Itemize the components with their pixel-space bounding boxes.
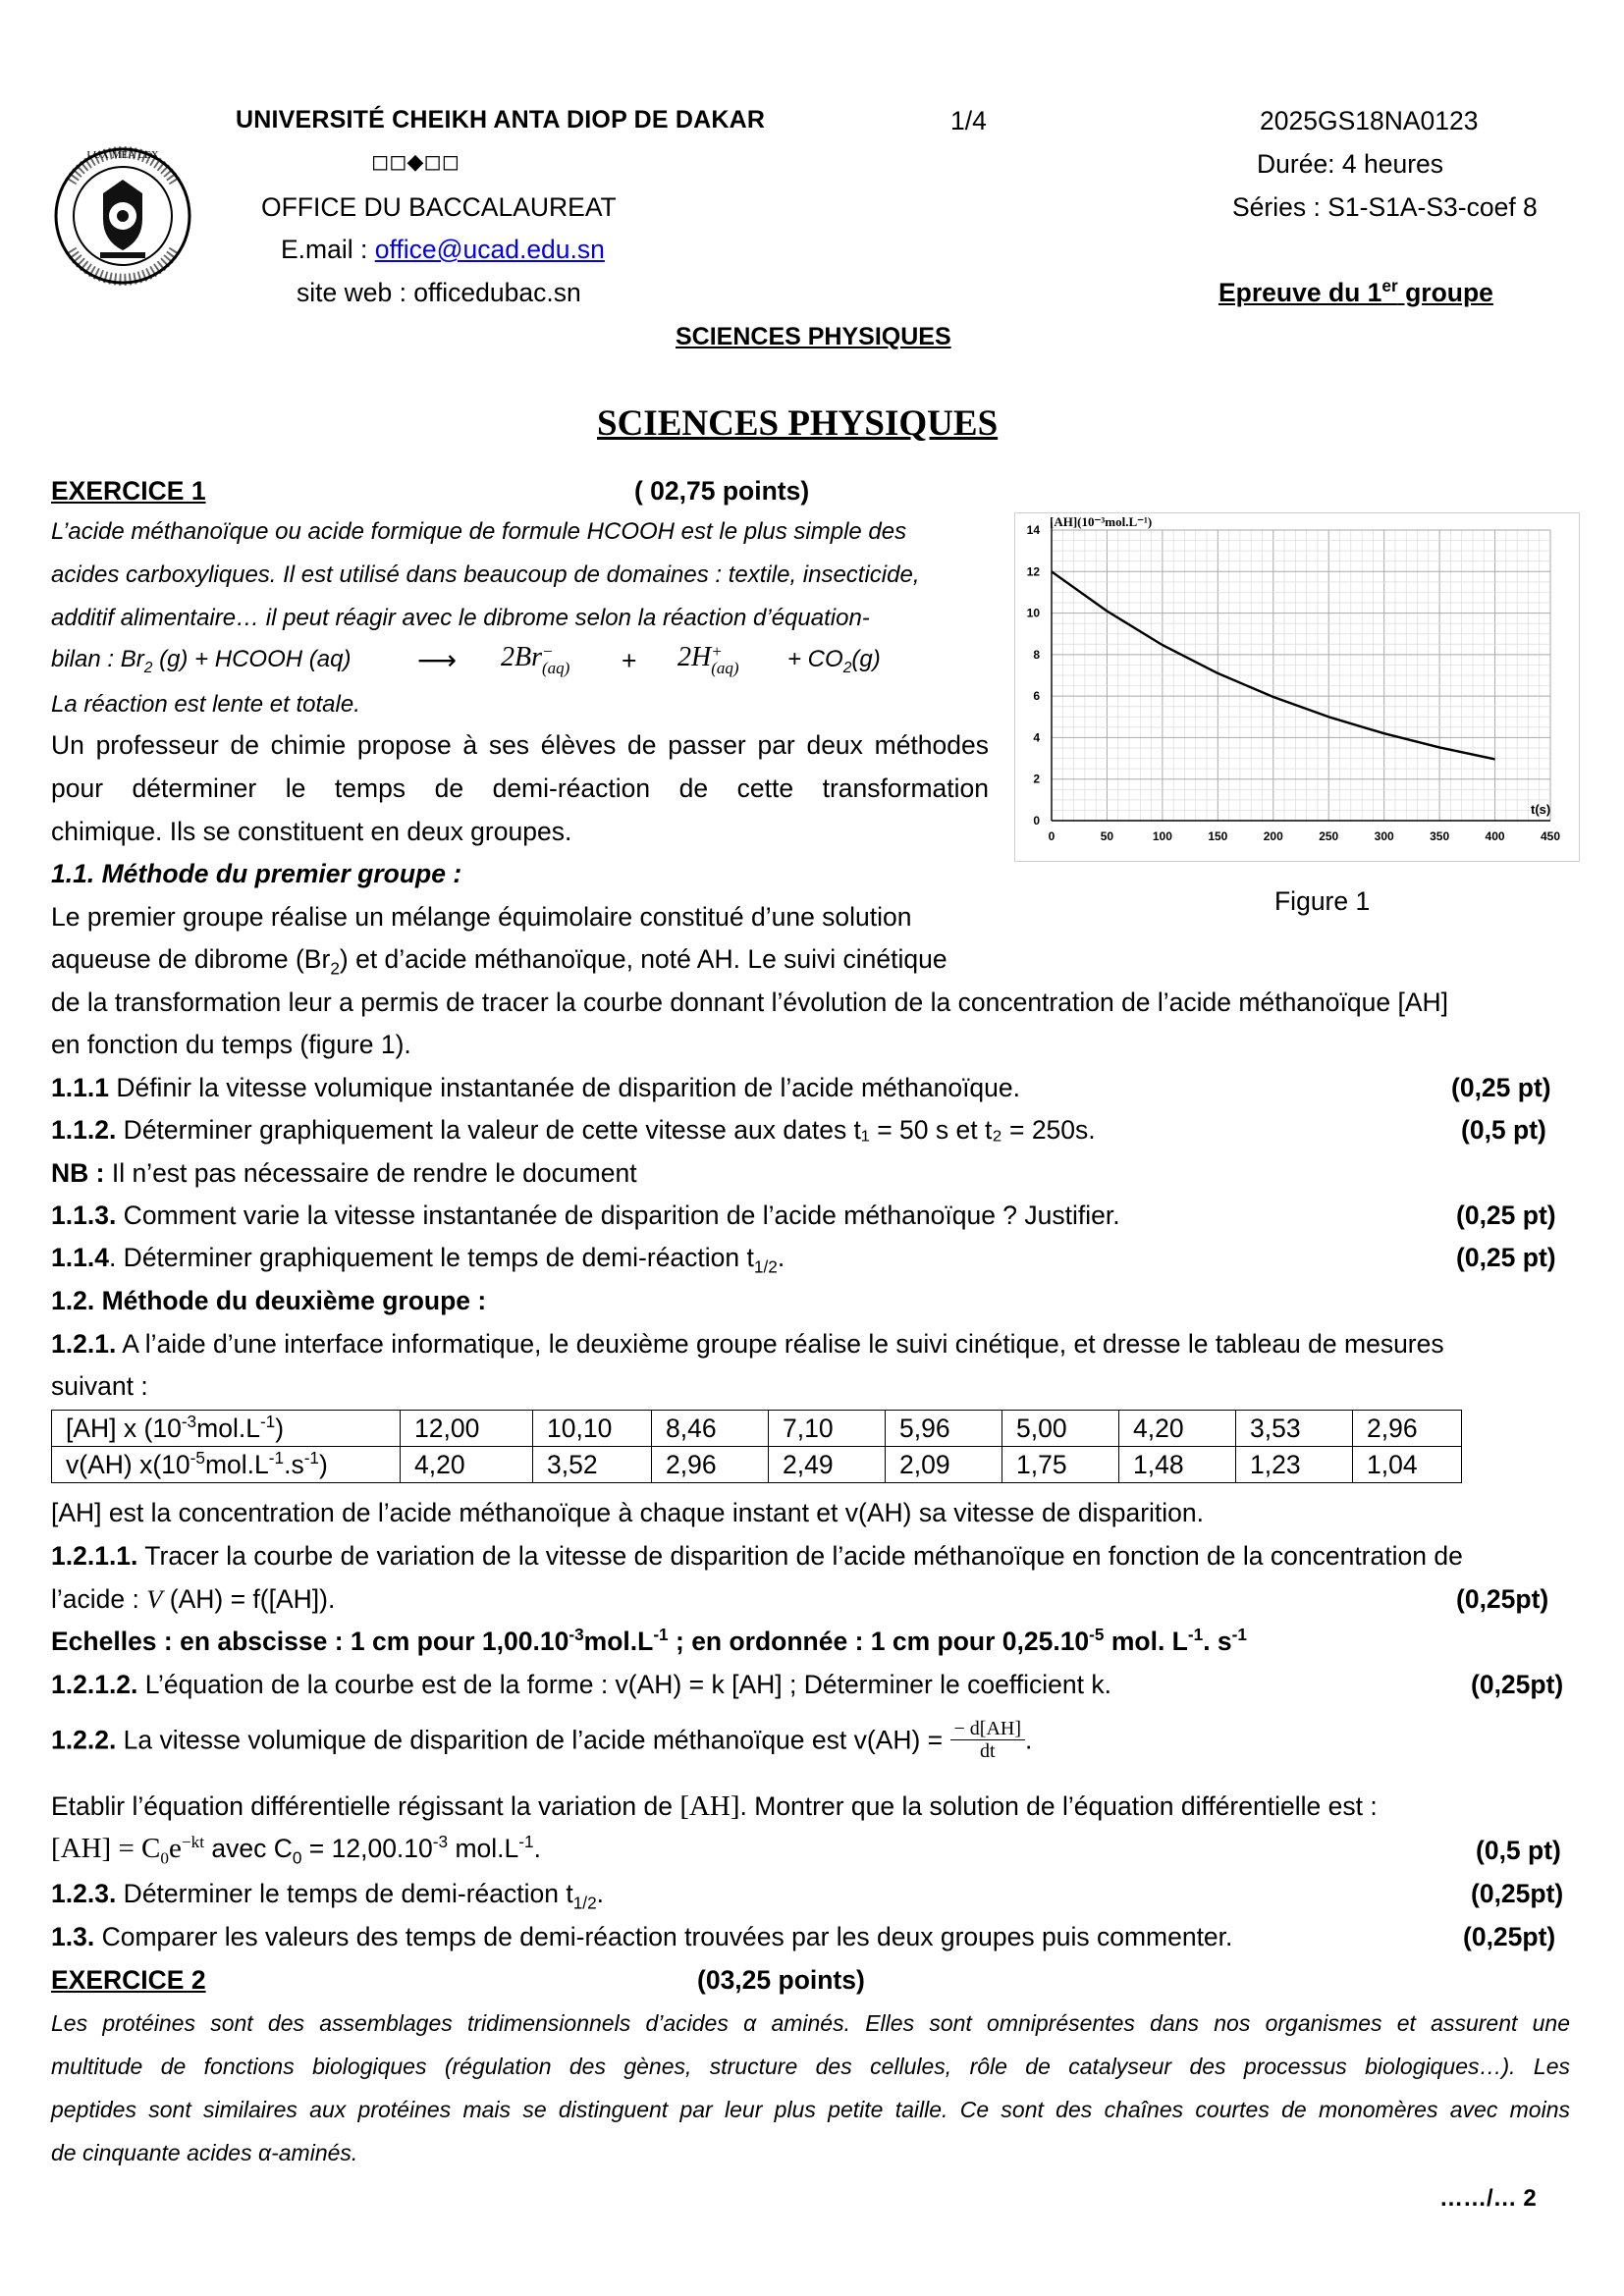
q1212-points: (0,25pt)	[1471, 1670, 1564, 1699]
y-tick-label: 6	[1033, 689, 1040, 704]
q121-number: 1.2.1.	[51, 1329, 117, 1359]
co2-state: (g)	[851, 646, 881, 672]
scales-sup5: -1	[1231, 1625, 1247, 1645]
q123-sub: 1/2	[572, 1893, 597, 1913]
solution-lhs: [AH] = C	[51, 1833, 161, 1864]
q122-line2-b: [AH]	[679, 1790, 740, 1822]
chart-y-label: [AH](10⁻³mol.L⁻¹)	[1050, 514, 1153, 529]
table-cell: 2,96	[1353, 1411, 1462, 1447]
q1212-text: L’équation de la courbe est de la forme : v(AH) = k [AH] ; Déterminer le coefficient k.	[137, 1670, 1111, 1699]
solution-sup2: -3	[432, 1832, 449, 1852]
method1-line2-b: ) et d’acide méthanoïque, noté AH. Le suivi cinétique	[339, 944, 947, 974]
table-cell: 10,10	[533, 1411, 652, 1447]
speed-header-b: mol.L	[204, 1449, 269, 1479]
table-cell: 3,53	[1236, 1411, 1353, 1447]
scales-sup4: -1	[1187, 1625, 1204, 1645]
q112-number: 1.1.2.	[51, 1115, 117, 1145]
q1211-number: 1.2.1.1.	[51, 1541, 138, 1571]
question-1-2-2-line2	[51, 1790, 1378, 1823]
scales-sup3: -5	[1089, 1625, 1105, 1645]
question-1-2-2	[51, 1718, 1032, 1762]
bromide-state: (aq)	[542, 658, 570, 677]
exercise2-points: (03,25 points)	[697, 1965, 865, 1995]
table-cell: 2,96	[652, 1447, 769, 1483]
q112-points: (0,5 pt)	[1461, 1115, 1546, 1145]
note-text: Il n’est pas nécessaire de rendre le document	[104, 1158, 637, 1188]
q121-text: A l’aide d’une interface informatique, le deuxième groupe réalise le suivi cinétique, et dresse le tableau de mesures	[116, 1329, 1444, 1359]
exercise1-title: EXERCICE 1	[51, 476, 206, 506]
email-label: E.mail :	[281, 235, 368, 264]
next-page-indicator: ……/… 2	[1439, 2185, 1537, 2212]
q113-points: (0,25 pt)	[1456, 1201, 1556, 1230]
question-1-2-1	[51, 1329, 1444, 1360]
q1211-line2-b: (AH) = f([AH]).	[162, 1584, 336, 1614]
question-1-2-3	[51, 1879, 605, 1913]
q122-number: 1.2.2.	[51, 1725, 117, 1755]
exam-group-text: Epreuve du 1	[1218, 278, 1382, 307]
question-1-2-2-line3	[51, 1832, 541, 1868]
x-tick-label: 50	[1100, 829, 1114, 843]
exam-group-text-end: groupe	[1397, 278, 1493, 307]
question-1-3	[51, 1922, 1232, 1952]
q13-text: Comparer les valeurs des temps de demi-réaction trouvées par les deux groupes puis commenter.	[94, 1922, 1233, 1951]
table-cell: 4,20	[1119, 1411, 1236, 1447]
solution-sup3: -1	[518, 1832, 534, 1852]
table-explanation: [AH] est la concentration de l’acide méthanoïque à chaque instant et v(AH) sa vitesse de disparition.	[51, 1498, 1205, 1527]
q13-points: (0,25pt)	[1463, 1922, 1556, 1951]
x-tick-label: 200	[1263, 829, 1283, 843]
website: site web : officedubac.sn	[297, 278, 581, 307]
q123-end: .	[596, 1879, 605, 1908]
table-cell: 5,96	[886, 1411, 1002, 1447]
q111-points: (0,25 pt)	[1451, 1073, 1551, 1102]
note-line	[51, 1158, 637, 1189]
solution-unit: mol.L	[448, 1834, 519, 1863]
table-cell: 1,04	[1353, 1447, 1462, 1483]
question-1-2-1-1	[51, 1541, 1463, 1572]
q114-sub: 1/2	[753, 1256, 778, 1277]
question-1-2-1-1-line2	[51, 1584, 335, 1615]
duration: Durée: 4 heures	[1257, 149, 1444, 179]
derivative-fraction	[950, 1718, 1026, 1762]
q122-text: La vitesse volumique de disparition de l’acide méthanoïque est v(AH) =	[116, 1725, 950, 1755]
university-name: UNIVERSITÉ CHEIKH ANTA DIOP DE DAKAR	[236, 106, 766, 133]
exercise2-line4: de cinquante acides α-aminés.	[51, 2140, 358, 2165]
bromide-symbol: 2Br	[501, 642, 542, 672]
scales-sup2: -1	[653, 1625, 669, 1645]
exercise2-line3: peptides sont similaires aux protéines mais se distinguent par leur plus petite taille. Ce sont des chaînes courtes de monomères avec moins	[51, 2097, 1570, 2122]
q122-end: .	[1025, 1725, 1033, 1755]
question-1-2-1-2	[51, 1670, 1111, 1700]
table-row	[52, 1447, 1462, 1483]
q122-line2-c: . Montrer que la solution de l’équation différentielle est :	[739, 1791, 1378, 1821]
y-tick-label: 8	[1033, 647, 1040, 662]
question-1-2-1-line2: suivant :	[51, 1371, 148, 1401]
concentration-header-sup1: -3	[181, 1411, 197, 1431]
speed-header-sup2: -1	[268, 1447, 285, 1468]
x-tick-label: 400	[1485, 829, 1505, 843]
q111-text: Définir la vitesse volumique instantanée de disparition de l’acide méthanoïque.	[108, 1073, 1021, 1102]
table-row-header-concentration	[52, 1411, 401, 1447]
q114-number: 1.1.4	[51, 1243, 109, 1272]
q113-text: Comment varie la vitesse instantanée de disparition de l’acide méthanoïque ? Justifier.	[116, 1201, 1120, 1230]
q113-number: 1.1.3.	[51, 1201, 117, 1230]
scales-sup1: -3	[568, 1625, 584, 1645]
x-tick-label: 250	[1319, 829, 1339, 843]
q123-points: (0,25pt)	[1471, 1879, 1564, 1908]
solution-exp: e	[169, 1833, 182, 1864]
solution-end: .	[533, 1834, 541, 1863]
paragraph1-line1: Un professeur de chimie propose à ses élèves de passer par deux méthodes	[51, 730, 989, 760]
solution-value: = 12,00.10	[301, 1834, 433, 1863]
scales-e: mol. L	[1104, 1627, 1188, 1656]
table-cell: 12,00	[401, 1411, 533, 1447]
solution-avec: avec C	[204, 1834, 293, 1863]
university-seal-icon	[49, 142, 196, 290]
logo-motto: LUX MEA LEX	[86, 149, 159, 161]
paragraph1-line2: pour déterminer le temps de demi-réaction de cette transformation	[51, 774, 989, 803]
concentration-header-b: mol.L	[196, 1413, 260, 1443]
method1-line3: de la transformation leur a permis de tracer la courbe donnant l’évolution de la concentration de l’acide méthanoïque [AH]	[51, 988, 1449, 1017]
q1211-points: (0,25pt)	[1456, 1584, 1549, 1614]
y-tick-label: 10	[1026, 606, 1040, 620]
table-cell: 4,20	[401, 1447, 533, 1483]
measurement-table	[51, 1410, 1462, 1483]
table-cell: 3,52	[533, 1447, 652, 1483]
q1211-line2-v: V	[146, 1584, 163, 1614]
exercise2-title: EXERCICE 2	[51, 1965, 206, 1995]
y-tick-label: 2	[1033, 772, 1040, 786]
method1-title: 1.1. Méthode du premier groupe :	[51, 859, 462, 888]
eq-plus: +	[622, 646, 637, 675]
email-link[interactable]: office@ucad.edu.sn	[374, 235, 605, 264]
figure1-caption: Figure 1	[1274, 886, 1371, 916]
table-cell: 8,46	[652, 1411, 769, 1447]
hydrogen-charge: +	[711, 641, 723, 661]
table-cell: 5,00	[1002, 1411, 1119, 1447]
q122-line2-a: Etablir l’équation différentielle régissant la variation de	[51, 1791, 680, 1821]
x-tick-label: 100	[1152, 829, 1172, 843]
speed-header-c: .s	[284, 1449, 304, 1479]
solution-exponent: −kt	[181, 1833, 204, 1852]
question-1-1-4	[51, 1243, 785, 1277]
office-name: OFFICE DU BACCALAUREAT	[261, 192, 617, 222]
scales-line	[51, 1627, 1247, 1657]
concentration-header-sup2: -1	[259, 1411, 276, 1431]
speed-header-a: v(AH) x(10	[66, 1449, 190, 1479]
speed-header-sup1: -5	[189, 1447, 205, 1468]
q114-text: . Déterminer graphiquement le temps de demi-réaction t	[108, 1243, 754, 1272]
bromide-charge: −	[542, 641, 554, 661]
bromide-ion	[501, 642, 569, 676]
paragraph1-line3: chimique. Ils se constituent en deux groupes.	[51, 817, 572, 846]
scales-d: ; en ordonnée : 1 cm pour 0,25.10	[668, 1627, 1090, 1656]
q1211-line2-a: l’acide :	[51, 1584, 147, 1614]
email-line	[281, 235, 605, 265]
eq-bilan: bilan : Br	[51, 646, 144, 672]
co2-symbol: + CO	[787, 646, 843, 672]
hydrogen-symbol: 2H	[677, 642, 712, 672]
method1-line2-sub: 2	[330, 958, 340, 979]
page-title: SCIENCES PHYSIQUES	[597, 403, 999, 444]
speed-header-sup3: -1	[303, 1447, 320, 1468]
x-tick-label: 450	[1540, 829, 1561, 843]
exercise1-points: ( 02,75 points)	[634, 476, 810, 506]
chart-x-label: t(s)	[1531, 802, 1551, 817]
intro-line-2: acides carboxyliques. Il est utilisé dans beaucoup de domaines : textile, insecticide,	[51, 561, 920, 588]
note-label: NB :	[51, 1158, 105, 1188]
table-row-header-speed	[52, 1447, 401, 1483]
method1-line1: Le premier groupe réalise un mélange équimolaire constitué d’une solution	[51, 902, 912, 932]
scales-b: : en abscisse : 1 cm pour 1,00.10	[156, 1627, 569, 1656]
q1212-number: 1.2.1.2.	[51, 1670, 138, 1699]
hydrogen-ion	[677, 642, 739, 676]
intro-line-1: L’acide méthanoïque ou acide formique de formule HCOOH est le plus simple des	[51, 518, 907, 545]
table-row	[52, 1411, 1462, 1447]
hydrogen-state: (aq)	[711, 658, 739, 677]
q111-number: 1.1.1	[51, 1073, 109, 1102]
eq-sub: 2	[143, 659, 153, 676]
q123-number: 1.2.3.	[51, 1879, 117, 1908]
q13-number: 1.3.	[51, 1922, 95, 1951]
eq-hcooh: (g) + HCOOH (aq)	[152, 646, 352, 672]
header-ornament: ◻◻◆◻◻	[371, 149, 460, 174]
q122-points: (0,5 pt)	[1476, 1836, 1561, 1865]
q114-points: (0,25 pt)	[1456, 1243, 1556, 1272]
slow-reaction: La réaction est lente et totale.	[51, 691, 360, 718]
series: Séries : S1-S1A-S3-coef 8	[1232, 192, 1538, 222]
q1211-text: Tracer la courbe de variation de la vitesse de disparition de l’acide méthanoïque en fonction de la concentration de	[137, 1541, 1463, 1571]
method2-title: 1.2. Méthode du deuxième groupe :	[51, 1286, 487, 1315]
table-cell: 1,48	[1119, 1447, 1236, 1483]
speed-header-d: )	[319, 1449, 328, 1479]
x-tick-label: 350	[1430, 829, 1450, 843]
university-logo	[49, 142, 196, 290]
exam-group	[1218, 278, 1493, 308]
exercise2-line2: multitude de fonctions biologiques (régulation des gènes, structure des cellules, rôle de catalyseur des processus biologiques…). Les	[51, 2054, 1570, 2079]
concentration-header-c: )	[275, 1413, 285, 1443]
scales-a: Echelles	[51, 1627, 157, 1656]
intro-line-3: additif alimentaire… il peut réagir avec le dibrome selon la réaction d’équation-	[51, 605, 870, 631]
exam-group-sup: er	[1381, 276, 1398, 296]
q123-text: Déterminer le temps de demi-réaction t	[116, 1879, 573, 1908]
y-tick-label: 0	[1033, 814, 1040, 828]
y-tick-label: 4	[1033, 730, 1040, 745]
table-cell: 1,75	[1002, 1447, 1119, 1483]
table-cell: 7,10	[769, 1411, 886, 1447]
solution-c0-sub2: 0	[292, 1847, 302, 1868]
figure1-chart	[1014, 512, 1580, 862]
page-number: 1/4	[950, 106, 987, 135]
reaction-equation-left	[51, 646, 352, 676]
exam-code: 2025GS18NA0123	[1260, 106, 1479, 135]
exercise2-line1: Les protéines sont des assemblages tridimensionnels d’acides α aminés. Elles sont omniprésentes dans nos organismes et assurent une	[51, 2010, 1570, 2036]
question-1-1-1	[51, 1073, 1020, 1103]
reaction-arrow: ⟶	[417, 645, 458, 675]
x-tick-label: 150	[1208, 829, 1228, 843]
y-tick-label: 14	[1026, 523, 1040, 537]
x-tick-label: 0	[1048, 829, 1056, 843]
concentration-header-a: [AH] x (10	[66, 1413, 182, 1443]
table-cell: 1,23	[1236, 1447, 1353, 1483]
method1-line2-a: aqueuse de dibrome (Br	[51, 944, 331, 974]
solution-c0-sub: 0	[160, 1848, 170, 1868]
co2-product	[787, 646, 881, 676]
scales-f: . s	[1203, 1627, 1232, 1656]
fraction-denominator: dt	[980, 1740, 996, 1762]
co2-sub: 2	[842, 659, 852, 676]
question-1-1-2	[51, 1115, 1096, 1146]
fraction-numerator: − d[AH]	[950, 1718, 1026, 1740]
method1-line2	[51, 944, 947, 979]
q114-end: .	[777, 1243, 785, 1272]
q112-text: Déterminer graphiquement la valeur de cette vitesse aux dates t₁ = 50 s et t₂ = 250s.	[116, 1115, 1096, 1145]
scales-c: mol.L	[583, 1627, 654, 1656]
y-tick-label: 12	[1026, 564, 1040, 579]
question-1-1-3	[51, 1201, 1120, 1231]
table-cell: 2,09	[886, 1447, 1002, 1483]
subject-small: SCIENCES PHYSIQUES	[676, 323, 951, 350]
table-cell: 2,49	[769, 1447, 886, 1483]
x-tick-label: 300	[1374, 829, 1394, 843]
method1-line4: en fonction du temps (figure 1).	[51, 1030, 411, 1059]
